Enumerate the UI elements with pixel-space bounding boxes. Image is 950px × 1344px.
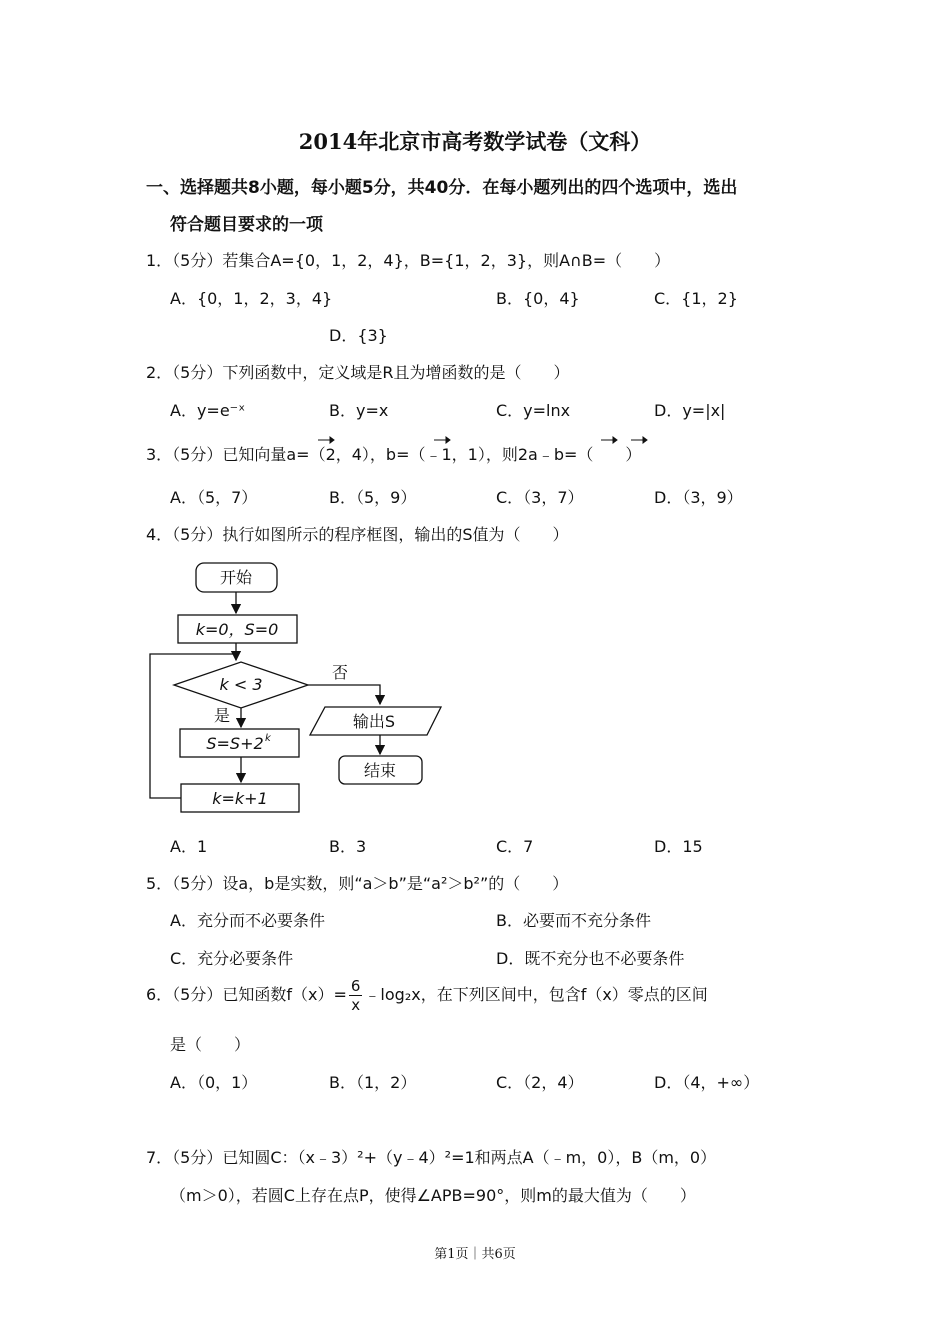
q3-option-a: A．（5，7） [170, 488, 258, 507]
question-2-stem: 2．（5分）下列函数中，定义域是R且为增函数的是（ ） [146, 363, 570, 382]
q3-option-d: D．（3，9） [654, 488, 743, 507]
q4-option-c: C．7 [496, 837, 534, 856]
q6-stem-end: ﹣log₂x，在下列区间中，包含f（x）零点的区间 [364, 985, 708, 1004]
q2-option-a: A．y=e⁻ˣ [170, 401, 246, 420]
q2-option-c: C．y=lnx [496, 401, 571, 420]
q6-fraction-denominator: x [351, 996, 361, 1014]
question-6-stem-cont: 是（ ） [170, 1035, 251, 1054]
q6-fraction-numerator: 6 [350, 977, 361, 995]
q5-option-a: A．充分而不必要条件 [170, 911, 325, 930]
question-4-stem: 4．（5分）执行如图所示的程序框图，输出的S值为（ ） [146, 525, 569, 544]
flow-yes-label: 是 [213, 706, 231, 725]
question-3-stem: 3．（5分）已知向量a=（2，4），b=（﹣1，1），则2a﹣b=（ ） [146, 445, 642, 464]
flow-update-s-exponent: k [265, 733, 271, 744]
flow-start-label: 开始 [219, 568, 253, 587]
q2-option-b: B．y=x [329, 401, 389, 420]
flow-update-k-label: k=k+1 [212, 789, 268, 808]
flow-no-label: 否 [331, 663, 349, 682]
q1-option-c: C．{1，2} [654, 289, 738, 308]
question-7-stem: 7．（5分）已知圆C：（x﹣3）²+（y﹣4）²=1和两点A（﹣m，0），B（m，0） [146, 1148, 717, 1167]
flow-end-label: 结束 [363, 761, 397, 780]
page-footer: 第1页｜共6页 [434, 1247, 516, 1262]
q6-option-a: A．（0，1） [170, 1073, 258, 1092]
flowchart [140, 558, 460, 823]
flow-init-label: k=0，S=0 [195, 620, 279, 639]
q4-option-b: B．3 [329, 837, 367, 856]
q5-option-b: B．必要而不充分条件 [496, 911, 651, 930]
flow-cond-label: k < 3 [219, 675, 263, 694]
q6-stem-start: 6．（5分）已知函数f（x）= [146, 985, 347, 1004]
section-heading-cont: 符合题目要求的一项 [170, 215, 323, 235]
q3-option-b: B．（5，9） [329, 488, 417, 507]
flow-update-s-label: S=S+2 [206, 734, 264, 753]
q4-option-a: A．1 [170, 837, 208, 856]
q6-option-d: D．（4，+∞） [654, 1073, 760, 1092]
q1-option-a: A．{0，1，2，3，4} [170, 289, 333, 308]
q4-option-d: D．15 [654, 837, 703, 856]
q1-option-b: B．{0，4} [496, 289, 580, 308]
q6-option-b: B．（1，2） [329, 1073, 417, 1092]
q5-option-c: C．充分必要条件 [170, 949, 294, 968]
q6-option-c: C．（2，4） [496, 1073, 584, 1092]
page-title: 2014年北京市高考数学试卷（文科） [298, 129, 652, 154]
question-5-stem: 5．（5分）设a，b是实数，则“a＞b”是“a²＞b²”的（ ） [146, 874, 569, 893]
question-6-stem [146, 977, 708, 1014]
q5-option-d: D．既不充分也不必要条件 [496, 949, 685, 968]
flow-output-label: 输出S [352, 712, 396, 731]
q3-option-c: C．（3，7） [496, 488, 584, 507]
question-1-stem: 1．（5分）若集合A={0，1，2，4}，B={1，2，3}，则A∩B=（ ） [146, 251, 671, 270]
vector-arrows [318, 434, 738, 446]
q1-option-d: D．{3} [329, 326, 388, 345]
q6-fraction [349, 977, 363, 1014]
section-heading: 一、选择题共8小题，每小题5分，共40分．在每小题列出的四个选项中，选出 [146, 178, 738, 198]
q2-option-d: D．y=|x| [654, 401, 726, 420]
question-7-stem-cont: （m＞0），若圆C上存在点P，使得∠APB=90°，则m的最大值为（ ） [170, 1186, 696, 1205]
